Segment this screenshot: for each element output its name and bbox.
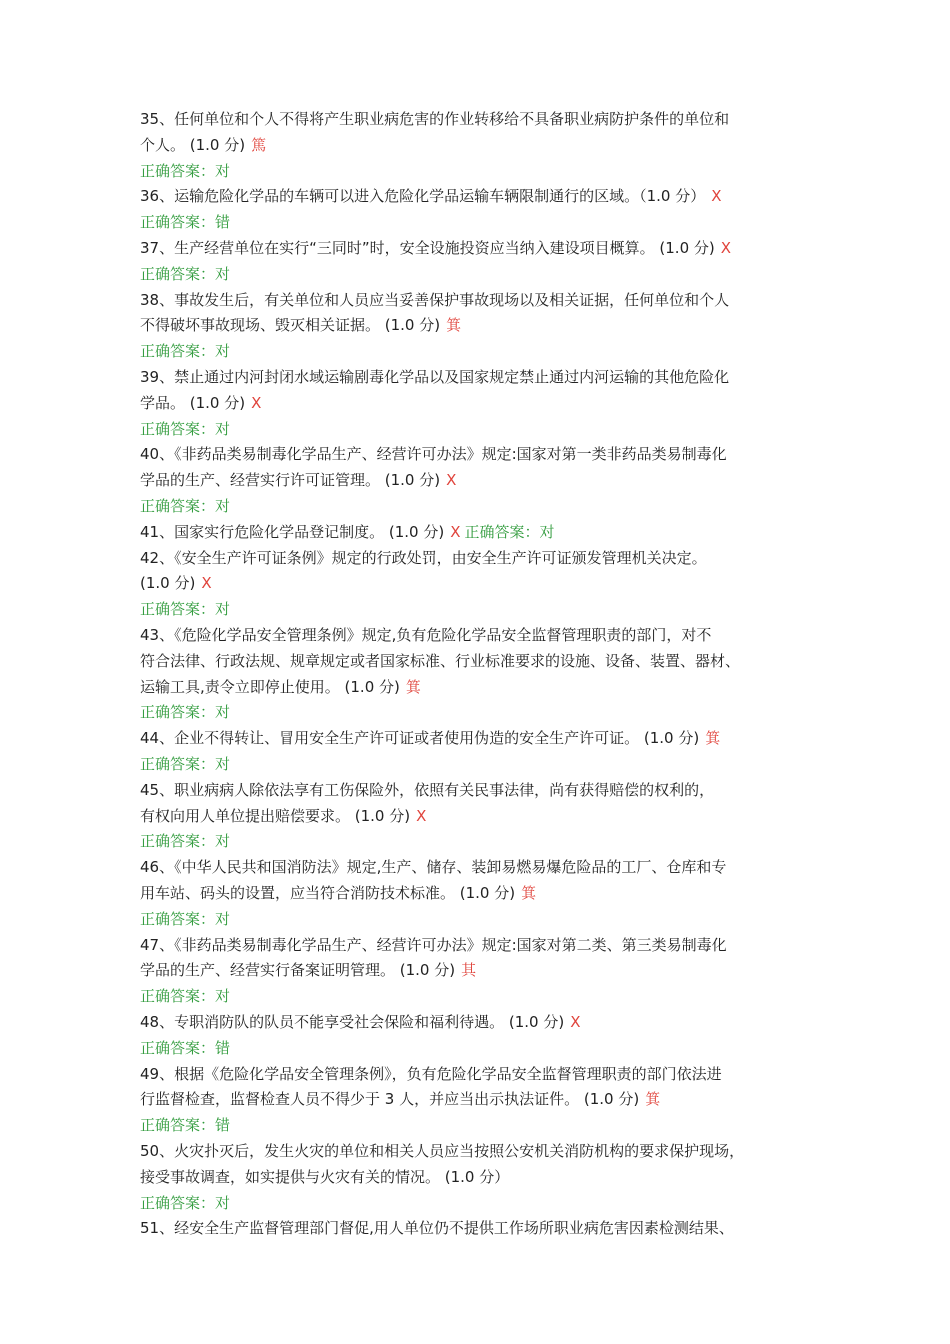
correct-answer: 正确答案：对 [140, 987, 231, 1005]
correct-answer: 正确答案：对 [140, 600, 231, 618]
question-text-line: (1.0 分) [140, 574, 196, 592]
correct-answer: 正确答案：对 [140, 703, 231, 721]
question-text-line: 47、《非药品类易制毒化学品生产、经营许可办法》规定:国家对第二类、第三类易制毒化 [140, 936, 727, 954]
correct-answer: 正确答案：对 [140, 1194, 231, 1212]
question-text-line: 36、运输危险化学品的车辆可以进入危险化学品运输车辆限制通行的区域。（1.0 分） [140, 187, 706, 205]
correct-answer: 正确答案：对 [140, 832, 231, 850]
question-text-line: 38、事故发生后，有关单位和人员应当妥善保护事故现场以及相关证据，任何单位和个人 [140, 291, 730, 309]
result-mark: X [446, 471, 457, 489]
question-41-text [140, 519, 830, 545]
question-50-text-cont [140, 1164, 830, 1190]
result-mark: X [201, 574, 212, 592]
question-text-line: 接受事故调查，如实提供与火灾有关的情况。 (1.0 分） [140, 1168, 510, 1186]
question-text-line: 学品。 (1.0 分) [140, 394, 246, 412]
question-text-line: 用车站、码头的设置，应当符合消防技术标准。 (1.0 分) [140, 884, 516, 902]
question-text-line: 45、职业病病人除依法享有工伤保险外，依照有关民事法律，尚有获得赔偿的权利的， [140, 781, 715, 799]
result-mark: X [711, 187, 722, 205]
question-45-text [140, 777, 830, 803]
correct-answer: 正确答案：对 [140, 497, 231, 515]
question-40-text-cont [140, 467, 830, 493]
question-text-line: 49、根据《危险化学品安全管理条例》，负有危险化学品安全监督管理职责的部门依法进 [140, 1065, 722, 1083]
question-text-line: 37、生产经营单位在实行“三同时”时，安全设施投资应当纳入建设项目概算。 (1.0 分) [140, 239, 715, 257]
result-mark: 箕 [405, 678, 421, 696]
question-35-text-cont [140, 132, 830, 158]
correct-answer: 正确答案：对 [140, 755, 231, 773]
correct-answer: 正确答案：对 [140, 265, 231, 283]
result-mark: X [720, 239, 732, 257]
question-text-line: 运输工具,责令立即停止使用。 (1.0 分) [140, 678, 400, 696]
question-46-text [140, 854, 830, 880]
question-text-line: 学品的生产、经营实行备案证明管理。 (1.0 分) [140, 961, 456, 979]
question-49-text-cont [140, 1086, 830, 1112]
result-mark: X [251, 394, 262, 412]
question-text-line: 个人。 (1.0 分) [140, 136, 246, 154]
question-40-text [140, 441, 830, 467]
question-text-line: 44、企业不得转让、冒用安全生产许可证或者使用伪造的安全生产许可证。 (1.0 分) [140, 729, 700, 747]
question-50-text [140, 1138, 830, 1164]
question-text-line: 行监督检查，监督检查人员不得少于 3 人，并应当出示执法证件。 (1.0 分) [140, 1090, 640, 1108]
question-46-text-cont [140, 880, 830, 906]
question-43-text-cont [140, 674, 830, 700]
result-mark: X [416, 807, 427, 825]
correct-answer: 正确答案：对 [140, 910, 231, 928]
question-43-text-cont [140, 648, 830, 674]
correct-answer: 正确答案：对 [140, 342, 231, 360]
result-mark: X [450, 523, 461, 541]
result-mark: 箕 [521, 884, 537, 902]
question-text-line: 35、任何单位和个人不得将产生职业病危害的作业转移给不具备职业病防护条件的单位和 [140, 110, 730, 128]
question-text-line: 不得破坏事故现场、毁灭相关证据。 (1.0 分) [140, 316, 441, 334]
question-text-line: 42、《安全生产许可证条例》规定的行政处罚，由安全生产许可证颁发管理机关决定。 [140, 549, 707, 567]
correct-answer: 正确答案：对 [464, 523, 555, 541]
correct-answer: 正确答案：错 [140, 1039, 231, 1057]
question-text-line: 有权向用人单位提出赔偿要求。 (1.0 分) [140, 807, 411, 825]
question-45-text-cont [140, 803, 830, 829]
question-39-text [140, 364, 830, 390]
question-42-text [140, 545, 830, 571]
correct-answer: 正确答案：对 [140, 420, 231, 438]
question-text-line: 40、《非药品类易制毒化学品生产、经营许可办法》规定:国家对第一类非药品类易制毒化 [140, 445, 727, 463]
question-text-line: 39、禁止通过内河封闭水域运输剧毒化学品以及国家规定禁止通过内河运输的其他危险化 [140, 368, 730, 386]
question-48-text [140, 1009, 830, 1035]
question-text-line: 41、国家实行危险化学品登记制度。 (1.0 分) [140, 523, 445, 541]
correct-answer: 正确答案：错 [140, 213, 231, 231]
correct-answer: 正确答案：对 [140, 162, 231, 180]
question-text-line: 51、经安全生产监督管理部门督促,用人单位仍不提供工作场所职业病危害因素检测结果、 [140, 1219, 734, 1237]
question-text-line: 符合法律、行政法规、规章规定或者国家标准、行业标准要求的设施、设备、装置、器材、 [140, 652, 741, 670]
question-51-text [140, 1215, 830, 1241]
question-49-text [140, 1061, 830, 1087]
result-mark: 箕 [645, 1090, 661, 1108]
question-35-text [140, 106, 830, 132]
question-44-text [140, 725, 830, 751]
question-text-line: 48、专职消防队的队员不能享受社会保险和福利待遇。 (1.0 分) [140, 1013, 565, 1031]
result-mark: 篤 [251, 136, 267, 154]
result-mark: 箕 [446, 316, 462, 334]
question-42-text-cont [140, 570, 830, 596]
question-text-line: 43、《危险化学品安全管理条例》规定,负有危险化学品安全监督管理职责的部门，对不 [140, 626, 712, 644]
question-text-line: 46、《中华人民共和国消防法》规定,生产、储存、装卸易燃易爆危险品的工厂、仓库和专 [140, 858, 727, 876]
question-text-line: 学品的生产、经营实行许可证管理。 (1.0 分) [140, 471, 441, 489]
result-mark: X [570, 1013, 581, 1031]
question-47-text [140, 932, 830, 958]
question-39-text-cont [140, 390, 830, 416]
question-38-text-cont [140, 312, 830, 338]
question-47-text-cont [140, 957, 830, 983]
question-text-line: 50、火灾扑灭后，发生火灾的单位和相关人员应当按照公安机关消防机构的要求保护现场， [140, 1142, 745, 1160]
question-38-text [140, 287, 830, 313]
result-mark: 其 [461, 961, 477, 979]
correct-answer: 正确答案：错 [140, 1116, 231, 1134]
question-36-text [140, 183, 830, 209]
question-37-text [140, 235, 830, 261]
result-mark: 箕 [705, 729, 721, 747]
question-43-text [140, 622, 830, 648]
